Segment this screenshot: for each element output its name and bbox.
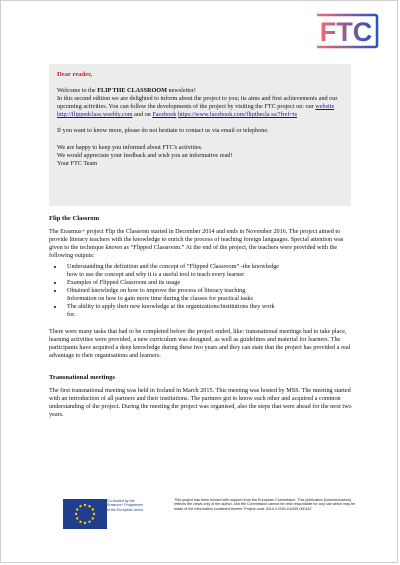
intro-paragraph: In this second edition we are delighted to inform about the project to you; its aims and first achievements and our upcoming activities. You can follow the developments of the project by visiting the FTC project on: our website http://flippedclass.weebly.com and on Facebook https://www.facebook.com/flipthecla ss/?fref=ts (57, 95, 338, 119)
section-body-tasks: There were many tasks that had to be completed before the project ended, like: transnational meetings had to take place, learning activities were provided, a new curriculum was designed, as well as guidelines and material for learners. The participants have acquired a deep knowledge during these two years and they can state that the project has provided a real advantage to their organisations and learners. (49, 328, 351, 359)
signoff: Your FTC Team (57, 159, 98, 167)
eu-funding-label: Co-funded by the Erasmus+ Programme of the European Union (107, 499, 144, 512)
eu-flag-icon (63, 499, 107, 529)
logo-text: FTC (319, 17, 373, 47)
list-item: • The ability to apply their new knowledge at the organizations/institutions they work for. (64, 303, 353, 319)
facebook-url-link[interactable]: https://www.facebook.com/flipthecla ss/?fref=ts (177, 111, 298, 119)
list-item: • Understanding the definition and the concept of “Flipped Classroom” -the knowledge how to use the concept and why it is a useful tool to teach every learner (64, 263, 353, 279)
keep-informed-line: We are happy to keep you informed about FTC's activities. (57, 143, 203, 151)
contact-paragraph: If you want to know more, please do not hesitate to contact us via email or telephone. (57, 127, 269, 135)
website-link[interactable]: website (315, 103, 335, 111)
section-body-meetings: The first transnational meeting was held in Iceland in March 2015. This meeting was hosted by MSS. The meeting started with an introduction of all partners and their institutions. The partners got to know each other and acquired a common understanding of the project. During the meeting the project was organised, also the steps that were ahead for the next two years. (49, 387, 352, 418)
list-item: • Obtained knowledge on how to improve the process of literacy teaching Information on how to gain more time during the classes for practical tasks (64, 287, 353, 303)
intro-box (49, 64, 351, 206)
footer (63, 497, 356, 527)
feedback-line: We would appreciate your feedback and wish you an informative read! (57, 151, 233, 159)
section-title-meetings: Transnational meetings (49, 374, 116, 381)
section-body-flip: The Erasmus+ project Flip the Classrom started in December 2014 and ends in November 2016. The project aimed to provide literacy teachers with the knowledge to enrich the process of teaching foreign languages. Special attention was given to the technique known as “Flipped Classroom.” At the end of the project, the teachers were provided with the following outputs: (49, 228, 344, 259)
outputs-list (49, 263, 353, 319)
website-url-link[interactable]: http://flippedclass.weebly.com (57, 111, 133, 119)
disclaimer-text: This project has been funded with support from the European Commission. This publication [communication] reflects the views only of the author, and the Commission cannot be held responsible for any use which may be made of the information contained therein. Project code 2014-1-IS01-KA200-000167 (174, 498, 356, 511)
facebook-link[interactable]: Facebook (152, 111, 177, 119)
section-title-flip: Flip the Classrom (49, 215, 100, 222)
welcome-line: Welcome to the FLIP THE CLASSROOM newsletter! (57, 87, 196, 95)
ftc-logo (313, 11, 379, 51)
list-item: • Examples of Flipped Classroom and its usage (64, 279, 353, 287)
salutation: Dear reader, (57, 71, 93, 78)
main-content (49, 215, 353, 419)
